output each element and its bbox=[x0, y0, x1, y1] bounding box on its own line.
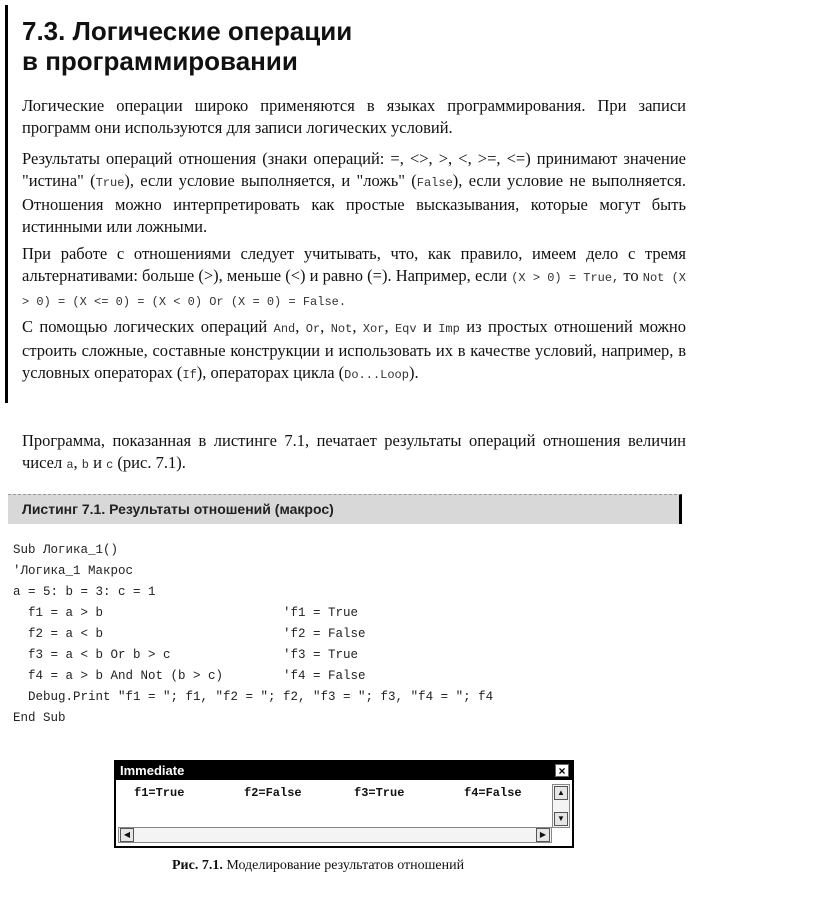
p4-op-imp: Imp bbox=[438, 322, 460, 336]
close-icon[interactable]: × bbox=[555, 764, 569, 777]
p2-text-a: Результаты операций отношения (знаки операций: =, <>, >, <, >=, <=) принимают значение "истина" ( bbox=[22, 149, 686, 190]
p4-op-eqv: Eqv bbox=[394, 322, 417, 336]
p2-text-c: ), если условие не выполняется. Отношения можно интерпретировать как простые высказывания, которые могут быть истинными или ложными. bbox=[22, 171, 686, 236]
p2-code-true: True bbox=[95, 176, 125, 190]
figure-caption bbox=[172, 858, 464, 874]
p4-code-if: If bbox=[182, 368, 197, 382]
caption-label: Рис. 7.1. bbox=[172, 858, 223, 873]
immediate-window bbox=[114, 760, 574, 848]
p4-and: и bbox=[416, 317, 439, 336]
p5-sep: , bbox=[73, 453, 82, 472]
section-heading bbox=[22, 16, 722, 76]
p4-text-c: ), операторах цикла ( bbox=[196, 363, 345, 382]
heading-line-2: в программировании bbox=[22, 46, 298, 76]
p5-var-c: c bbox=[106, 458, 114, 472]
p2-code-false: False bbox=[416, 176, 453, 190]
p3-text-b: то bbox=[619, 266, 643, 285]
paragraph-5 bbox=[22, 430, 686, 476]
listing-title: Листинг 7.1. Результаты отношений (макрос) bbox=[22, 501, 334, 517]
p5-var-a: a bbox=[66, 458, 74, 472]
p4-op-or: Or bbox=[305, 322, 321, 336]
output-f3: f3=True bbox=[354, 786, 405, 800]
p4-text-d: ). bbox=[408, 363, 419, 382]
output-f1: f1=True bbox=[134, 786, 185, 800]
paragraph-2 bbox=[22, 148, 686, 238]
immediate-title-bar bbox=[116, 762, 572, 780]
p4-op-xor: Xor bbox=[362, 322, 385, 336]
listing-code: Sub Логика_1() 'Логика_1 Макрос a = 5: b = 3: c = 1 f1 = a > b 'f1 = True f2 = a < b 'f2 = False f3 = a < b Or b > c 'f3 = True f4 = a > b And Not (b > c) 'f4 = False Debug.Print "f1 = "; f1, "f2 = "; f2, "f3 = "; f3, "f4 = "; f4 End Sub bbox=[13, 543, 494, 725]
output-f2: f2=False bbox=[244, 786, 302, 800]
p4-text-a: С помощью логических операций bbox=[22, 317, 274, 336]
p5-and: и bbox=[89, 453, 107, 472]
scroll-right-icon[interactable]: ▶ bbox=[536, 828, 550, 842]
left-margin-bar bbox=[5, 5, 8, 403]
listing-header bbox=[8, 494, 682, 524]
caption-text: Моделирование результатов отношений bbox=[222, 858, 465, 873]
paragraph-3 bbox=[22, 243, 686, 313]
output-f4: f4=False bbox=[464, 786, 522, 800]
vertical-scrollbar[interactable] bbox=[552, 784, 570, 828]
p4-op-not: Not bbox=[330, 322, 353, 336]
p3-code-2: Not (X > 0) = (X <= 0) = (X < 0) Or (X = 0) = False. bbox=[22, 271, 686, 309]
heading-line-1: 7.3. Логические операции bbox=[22, 16, 353, 46]
scroll-up-icon[interactable]: ▲ bbox=[554, 786, 568, 800]
p4-code-loop: Do...Loop bbox=[344, 368, 409, 382]
scroll-down-icon[interactable]: ▼ bbox=[554, 812, 568, 826]
horizontal-scrollbar[interactable] bbox=[118, 827, 552, 843]
p3-code-1: (X > 0) = True, bbox=[511, 271, 620, 285]
p5-text-b: (рис. 7.1). bbox=[113, 453, 186, 472]
immediate-title: Immediate bbox=[120, 763, 185, 778]
scroll-left-icon[interactable]: ◀ bbox=[120, 828, 134, 842]
p5-var-b: b bbox=[81, 458, 89, 472]
p5-text-a: Программа, показанная в листинге 7.1, печатает результаты операций отношения величин чисел bbox=[22, 431, 686, 472]
p3-text-a: При работе с отношениями следует учитывать, что, как правило, имеем дело с тремя альтернативами: больше (>), меньше (<) и равно (=). Например, если bbox=[22, 244, 686, 285]
immediate-body bbox=[116, 780, 572, 846]
paragraph-4: С помощью логических операций And, Or, Not, Xor, Eqv и Imp из простых отношений можно строить сложные, составные конструкции и использовать их в качестве условий, например, в условных операторах (If), операторах цикла (Do...Loop). bbox=[22, 317, 687, 382]
p4-text-b: из простых отношений можно строить сложные, составные конструкции и использовать их в качестве условий, например, в условных операторах ( bbox=[22, 317, 687, 382]
p2-text-b: ), если условие выполняется, и "ложь" ( bbox=[124, 171, 417, 190]
p4-op-and: And bbox=[273, 322, 296, 336]
paragraph-1: Логические операции широко применяются в языках программирования. При записи программ они используются для записи логических условий. bbox=[22, 96, 686, 137]
